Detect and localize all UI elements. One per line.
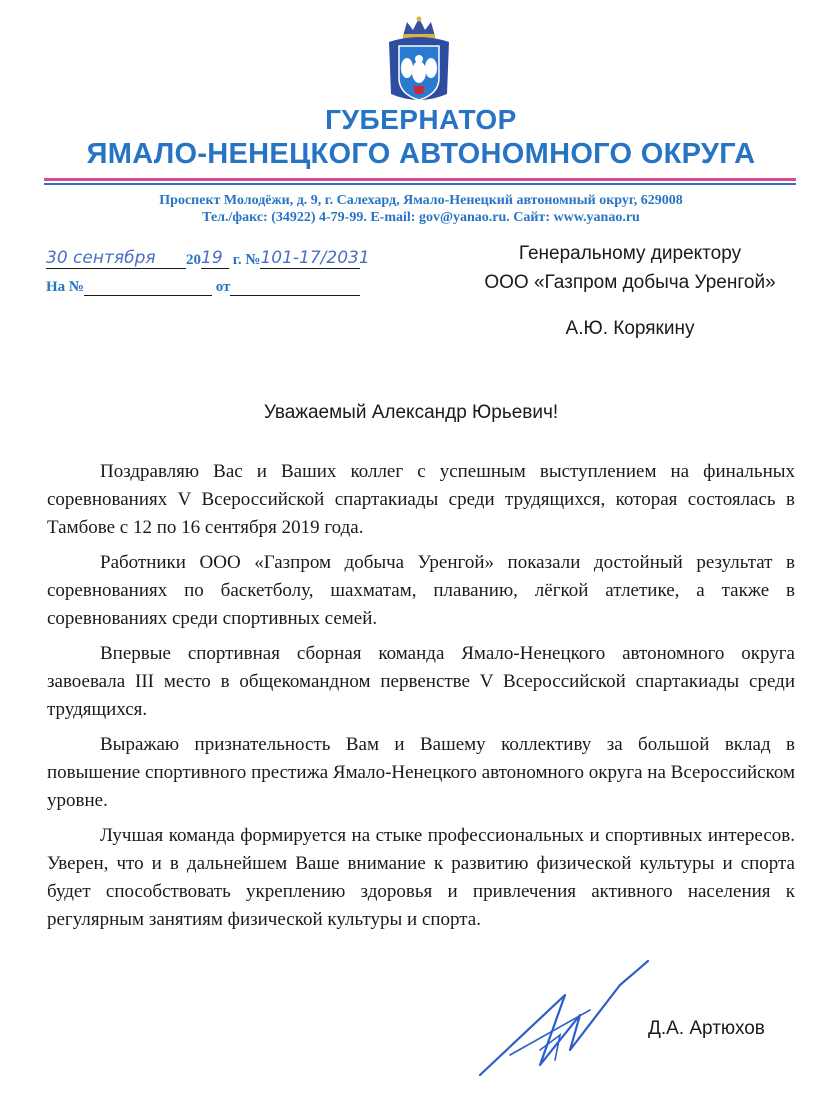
paragraph: Выражаю признательность Вам и Вашему коллективу за большой вклад в повышение спортивного престижа Ямало-Ненецкого автономного округа на Всероссийском уровне. — [47, 734, 795, 811]
letterhead-subtitle: ЯМАЛО-НЕНЕЦКОГО АВТОНОМНОГО ОКРУГА — [86, 138, 756, 170]
registration-number-label: № — [245, 252, 261, 268]
registration-year-prefix: 20 — [186, 252, 201, 268]
paragraph: Лучшая команда формируется на стыке профессиональных и спортивных интересов. Уверен, что и в дальнейшем Ваше внимание к развитию физической культуры и спорта будет способствовать укреплению здоровья и привлечения активного населения к регулярным занятиям физической культуры и спорта. — [47, 825, 795, 930]
letterhead-rule-pink — [44, 178, 796, 181]
registration-date-row — [46, 248, 370, 269]
paragraph: Работники ООО «Газпром добыча Уренгой» показали достойный результат в соревнованиях по баскетболу, шахматам, плаванию, лёгкой атлетике, а также в соревнованиях среди спортивных семей. — [47, 552, 795, 629]
letterhead-address: Проспект Молодёжи, д. 9, г. Салехард, Ямало-Ненецкий автономный округ, 629008 — [159, 193, 683, 208]
letterhead-rule-blue — [44, 183, 796, 185]
recipient-name: А.Ю. Корякину — [565, 318, 695, 339]
ref-from-label: от — [215, 279, 231, 295]
registration-year: 19 — [201, 248, 223, 268]
registration-year-mark: г. — [232, 252, 242, 268]
recipient-position: Генеральному директору — [518, 243, 742, 264]
paragraph: Поздравляю Вас и Ваших коллег с успешным выступлением на финальных соревнованиях V Всероссийской спартакиады среди трудящихся, которая состоялась в Тамбове с 12 по 16 сентября 2019 года. — [47, 461, 795, 538]
registration-number: 101-17/2031 — [260, 248, 370, 268]
registration-block — [46, 248, 386, 308]
signature-icon — [470, 955, 650, 1085]
paragraph: Впервые спортивная сборная команда Ямало-Ненецкого автономного округа завоевала III место в общекомандном первенстве V Всероссийской спартакиады среди трудящихся. — [47, 643, 795, 720]
registration-date: 30 сентября — [46, 248, 156, 268]
recipient-company: ООО «Газпром добыча Уренгой» — [484, 272, 776, 293]
ref-label: На № — [46, 279, 84, 295]
letterhead-title: ГУБЕРНАТОР — [325, 104, 517, 135]
letterhead-contacts: Тел./факс: (34922) 4-79-99. E-mail: gov@yanao.ru. Сайт: www.yanao.ru — [202, 210, 640, 225]
greeting: Уважаемый Александр Юрьевич! — [263, 402, 559, 423]
coat-of-arms-icon — [383, 14, 455, 106]
signer-name: Д.А. Артюхов — [648, 1018, 765, 1039]
letter-body — [47, 458, 795, 941]
registration-ref-row — [46, 278, 360, 296]
